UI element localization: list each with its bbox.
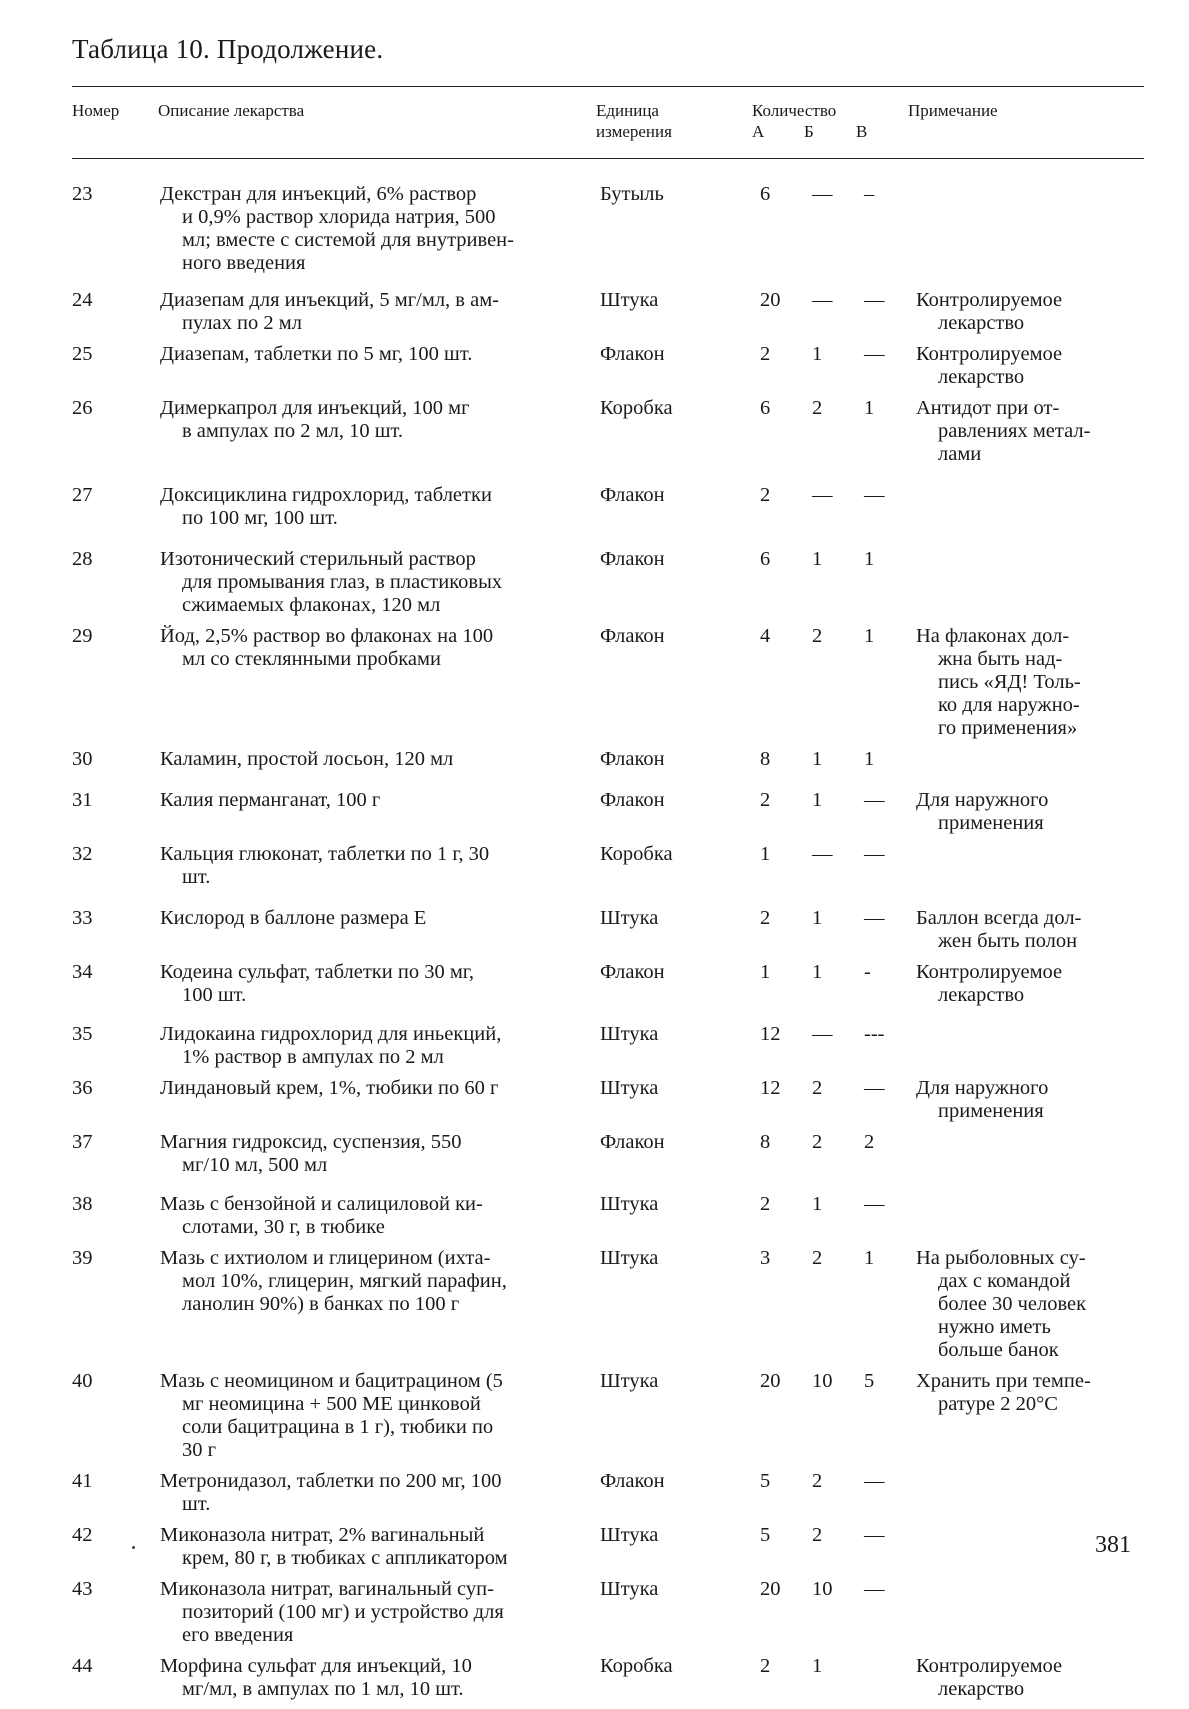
row-quantity-a: 1	[760, 961, 771, 983]
description-line: 100 шт.	[182, 984, 247, 1006]
row-quantity-b: 10	[812, 1578, 833, 1600]
description-line: крем, 80 г, в тюбиках с аппликатором	[182, 1547, 508, 1569]
description-line: Кислород в баллоне размера Е	[160, 907, 427, 929]
note-line: пись «ЯД! Толь-	[938, 671, 1081, 693]
row-quantity-a: 8	[760, 748, 771, 770]
row-note	[916, 625, 1144, 748]
row-quantity-v: –	[864, 183, 875, 205]
description-line: Декстран для инъекций, 6% раствор	[160, 183, 477, 205]
table-row	[72, 1131, 1144, 1193]
table-row	[72, 625, 1144, 748]
row-quantity-a: 2	[760, 343, 771, 365]
note-line: Антидот при от-	[916, 397, 1060, 419]
description-line: сжимаемых флаконах, 120 мл	[182, 594, 441, 616]
row-quantity-b: 1	[812, 748, 823, 770]
description-line: Димеркапрол для инъекций, 100 мг	[160, 397, 470, 419]
row-note	[916, 843, 1144, 907]
description-line: 1% раствор в ампулах по 2 мл	[182, 1046, 444, 1068]
row-note	[916, 748, 1144, 789]
description-line: ланолин 90%) в банках по 100 г	[182, 1293, 460, 1315]
row-unit: Штука	[600, 289, 659, 311]
row-note	[916, 343, 1144, 397]
row-quantity-a: 12	[760, 1077, 781, 1099]
description-line: по 100 мг, 100 шт.	[182, 507, 338, 529]
note-line: Для наружного	[916, 1077, 1049, 1099]
header-qty-v: В	[856, 122, 868, 141]
note-line: ратуре 2 20°С	[938, 1393, 1058, 1415]
row-note	[916, 1023, 1144, 1077]
row-description	[160, 748, 600, 789]
description-line: мл; вместе с системой для внутривен-	[182, 229, 514, 251]
row-quantity-a: 2	[760, 484, 771, 506]
table-row	[72, 1578, 1144, 1655]
row-description	[160, 484, 600, 548]
table-row	[72, 1370, 1144, 1470]
header-quantity-columns	[752, 121, 908, 142]
row-quantity-v: —	[864, 484, 885, 506]
note-line: Контролируемое	[916, 343, 1063, 365]
row-quantity-v: —	[864, 907, 885, 929]
note-line: лекарство	[938, 1678, 1025, 1700]
row-note	[916, 548, 1144, 625]
row-quantity-v: ---	[864, 1023, 885, 1045]
row-description	[160, 1131, 600, 1193]
header-quantity-label: Количество	[752, 101, 837, 120]
note-line: жна быть над-	[938, 648, 1063, 670]
description-line: Диазепам, таблетки по 5 мг, 100 шт.	[160, 343, 473, 365]
table-row	[72, 1193, 1144, 1247]
description-line: в ампулах по 2 мл, 10 шт.	[182, 420, 404, 442]
description-line: Миконазола нитрат, 2% вагинальный	[160, 1524, 485, 1546]
row-number: 42	[72, 1524, 93, 1546]
row-note	[916, 1370, 1144, 1470]
row-quantity-a: 2	[760, 1193, 771, 1215]
table-row	[72, 907, 1144, 961]
row-quantity-a: 20	[760, 1578, 781, 1600]
description-line: и 0,9% раствор хлорида натрия, 500	[182, 206, 496, 228]
description-line: Кальция глюконат, таблетки по 1 г, 30	[160, 843, 490, 865]
description-line: его введения	[182, 1624, 294, 1646]
row-description	[160, 343, 600, 397]
row-unit: Флакон	[600, 789, 665, 811]
row-quantity-a: 6	[760, 183, 771, 205]
row-quantity-b: 1	[812, 961, 823, 983]
row-description	[160, 1370, 600, 1470]
row-unit: Флакон	[600, 748, 665, 770]
scan-speck	[132, 1546, 135, 1549]
description-line: Линдановый крем, 1%, тюбики по 60 г	[160, 1077, 499, 1099]
row-quantity-a: 12	[760, 1023, 781, 1045]
description-line: соли бацитрацина в 1 г), тюбики по	[182, 1416, 494, 1438]
row-number: 26	[72, 397, 93, 419]
header-top-rule	[72, 86, 1144, 87]
row-unit: Штука	[600, 1578, 659, 1600]
table-row	[72, 1023, 1144, 1077]
row-number: 40	[72, 1370, 93, 1392]
row-description	[160, 183, 600, 289]
note-line: жен быть полон	[938, 930, 1078, 952]
row-quantity-b: 2	[812, 625, 823, 647]
row-number: 41	[72, 1470, 93, 1492]
note-line: Для наружного	[916, 789, 1049, 811]
row-note	[916, 1578, 1144, 1655]
row-description	[160, 843, 600, 907]
row-quantity-b: 2	[812, 1524, 823, 1546]
description-line: шт.	[182, 866, 211, 888]
row-quantity-b: —	[812, 843, 833, 865]
table-row	[72, 1655, 1144, 1709]
row-quantity-v: —	[864, 343, 885, 365]
description-line: Морфина сульфат для инъекций, 10	[160, 1655, 472, 1677]
row-number: 39	[72, 1247, 93, 1269]
row-number: 31	[72, 789, 93, 811]
description-line: шт.	[182, 1493, 211, 1515]
row-note	[916, 1077, 1144, 1131]
row-quantity-v	[864, 1655, 916, 1709]
description-line: Миконазола нитрат, вагинальный суп-	[160, 1578, 494, 1600]
row-quantity-a: 2	[760, 789, 771, 811]
header-note: Примечание	[908, 101, 998, 120]
row-unit: Штука	[600, 1247, 659, 1269]
description-line: Кодеина сульфат, таблетки по 30 мг,	[160, 961, 475, 983]
description-line: Метронидазол, таблетки по 200 мг, 100	[160, 1470, 502, 1492]
description-line: мг/мл, в ампулах по 1 мл, 10 шт.	[182, 1678, 464, 1700]
row-quantity-v: —	[864, 1470, 885, 1492]
row-quantity-b: 10	[812, 1370, 833, 1392]
row-description	[160, 548, 600, 625]
row-quantity-v: 1	[864, 1247, 875, 1269]
row-quantity-b: 2	[812, 1470, 823, 1492]
row-unit: Бутыль	[600, 183, 664, 205]
row-quantity-b: 1	[812, 1193, 823, 1215]
row-quantity-v: —	[864, 843, 885, 865]
row-description	[160, 1578, 600, 1655]
note-line: лекарство	[938, 312, 1025, 334]
description-line: Магния гидроксид, суспензия, 550	[160, 1131, 462, 1153]
row-description	[160, 1023, 600, 1077]
row-number: 33	[72, 907, 93, 929]
page-number: 381	[1095, 1532, 1131, 1558]
row-description	[160, 397, 600, 484]
note-line: Контролируемое	[916, 289, 1063, 311]
row-quantity-b: 1	[812, 789, 823, 811]
table-row	[72, 484, 1144, 548]
row-unit: Флакон	[600, 1131, 665, 1153]
description-line: мг неомицина + 500 МЕ цинковой	[182, 1393, 481, 1415]
row-quantity-b: 1	[812, 1655, 823, 1677]
row-note	[916, 907, 1144, 961]
row-description	[160, 1524, 600, 1578]
row-number: 27	[72, 484, 93, 506]
row-quantity-v: 1	[864, 625, 875, 647]
row-quantity-v: —	[864, 789, 885, 811]
row-quantity-a: 6	[760, 397, 771, 419]
description-line: мл со стеклянными пробками	[182, 648, 441, 670]
note-line: больше банок	[938, 1339, 1059, 1361]
row-quantity-b: —	[812, 1023, 833, 1045]
row-note	[916, 183, 1144, 289]
row-quantity-a: 2	[760, 907, 771, 929]
row-quantity-a: 5	[760, 1524, 771, 1546]
row-number: 44	[72, 1655, 93, 1677]
row-note	[916, 1247, 1144, 1370]
header-unit-line2: измерения	[596, 122, 672, 141]
description-line: пулах по 2 мл	[182, 312, 302, 334]
row-description	[160, 789, 600, 843]
row-quantity-a: 1	[760, 843, 771, 865]
row-quantity-b: —	[812, 484, 833, 506]
header-number: Номер	[72, 101, 120, 120]
row-note	[916, 789, 1144, 843]
row-note	[916, 961, 1144, 1023]
row-number: 34	[72, 961, 93, 983]
row-quantity-a: 5	[760, 1470, 771, 1492]
table-title: Таблица 10. Продолжение.	[72, 34, 384, 64]
note-line: более 30 человек	[938, 1293, 1087, 1315]
medicine-table-body	[72, 183, 1144, 1709]
row-description	[160, 625, 600, 748]
table-row	[72, 183, 1144, 289]
header-quantity	[752, 100, 908, 142]
row-number: 35	[72, 1023, 93, 1045]
row-description	[160, 1247, 600, 1370]
row-note	[916, 289, 1144, 343]
row-quantity-b: 2	[812, 397, 823, 419]
row-note	[916, 397, 1144, 484]
note-line: лекарство	[938, 366, 1025, 388]
note-line: На рыболовных су-	[916, 1247, 1086, 1269]
row-unit: Коробка	[600, 397, 673, 419]
row-unit: Штука	[600, 1524, 659, 1546]
note-line: го применения»	[938, 717, 1078, 739]
row-unit: Флакон	[600, 548, 665, 570]
note-line: Контролируемое	[916, 961, 1063, 983]
row-note	[916, 484, 1144, 548]
note-line: равлениях метал-	[938, 420, 1091, 442]
row-quantity-b: —	[812, 289, 833, 311]
row-unit: Флакон	[600, 1470, 665, 1492]
table-row	[72, 1247, 1144, 1370]
table-row	[72, 397, 1144, 484]
description-line: 30 г	[182, 1439, 217, 1461]
row-unit: Флакон	[600, 484, 665, 506]
header-description: Описание лекарства	[158, 101, 305, 120]
table-row	[72, 289, 1144, 343]
row-quantity-a: 20	[760, 1370, 781, 1392]
row-number: 30	[72, 748, 93, 770]
row-unit: Штука	[600, 907, 659, 929]
row-quantity-b: 1	[812, 343, 823, 365]
row-quantity-v: 2	[864, 1131, 875, 1153]
row-note	[916, 1470, 1144, 1524]
note-line: дах с командой	[938, 1270, 1071, 1292]
row-quantity-v: 1	[864, 397, 875, 419]
note-line: Хранить при темпе-	[916, 1370, 1091, 1392]
row-unit: Флакон	[600, 343, 665, 365]
row-description	[160, 1077, 600, 1131]
row-unit: Коробка	[600, 1655, 673, 1677]
table-row	[72, 748, 1144, 789]
description-line: Лидокаина гидрохлорид для иньекций,	[160, 1023, 502, 1045]
row-description	[160, 289, 600, 343]
description-line: Мазь с неомицином и бацитрацином (5	[160, 1370, 503, 1392]
row-quantity-b: 2	[812, 1247, 823, 1269]
description-line: слотами, 30 г, в тюбике	[182, 1216, 385, 1238]
row-quantity-v: —	[864, 1524, 885, 1546]
row-quantity-b: 1	[812, 907, 823, 929]
medicine-table	[72, 183, 1144, 1709]
row-unit: Штука	[600, 1077, 659, 1099]
row-unit: Штука	[600, 1193, 659, 1215]
table-row	[72, 843, 1144, 907]
note-line: нужно иметь	[938, 1316, 1051, 1338]
row-quantity-b: 2	[812, 1131, 823, 1153]
header-bottom-rule	[72, 158, 1144, 159]
description-line: Йод, 2,5% раствор во флаконах на 100	[160, 625, 494, 647]
note-line: Баллон всегда дол-	[916, 907, 1082, 929]
row-number: 25	[72, 343, 93, 365]
row-quantity-v: —	[864, 1193, 885, 1215]
description-line: Доксициклина гидрохлорид, таблетки	[160, 484, 492, 506]
row-quantity-a: 3	[760, 1247, 771, 1269]
row-quantity-a: 6	[760, 548, 771, 570]
note-line: Контролируемое	[916, 1655, 1063, 1677]
header-unit	[596, 100, 672, 142]
row-number: 28	[72, 548, 93, 570]
header-qty-b: Б	[804, 122, 814, 141]
header-qty-a: А	[752, 122, 765, 141]
row-number: 32	[72, 843, 93, 865]
row-quantity-v: -	[864, 961, 871, 983]
note-line: лами	[938, 443, 982, 465]
row-quantity-b: 2	[812, 1077, 823, 1099]
table-row	[72, 1077, 1144, 1131]
row-description	[160, 1470, 600, 1524]
row-number: 43	[72, 1578, 93, 1600]
note-line: лекарство	[938, 984, 1025, 1006]
row-quantity-a: 20	[760, 289, 781, 311]
row-quantity-b: 1	[812, 548, 823, 570]
row-number: 36	[72, 1077, 93, 1099]
table-row	[72, 548, 1144, 625]
row-note	[916, 1655, 1144, 1709]
row-quantity-a: 2	[760, 1655, 771, 1677]
row-unit: Флакон	[600, 625, 665, 647]
row-note	[916, 1131, 1144, 1193]
description-line: Диазепам для инъекций, 5 мг/мл, в ам-	[160, 289, 500, 311]
row-quantity-a: 4	[760, 625, 771, 647]
row-quantity-b: —	[812, 183, 833, 205]
description-line: Каламин, простой лосьон, 120 мл	[160, 748, 454, 770]
note-line: применения	[938, 1100, 1044, 1122]
description-line: ного введения	[182, 252, 306, 274]
row-number: 37	[72, 1131, 93, 1153]
row-number: 38	[72, 1193, 93, 1215]
description-line: для промывания глаз, в пластиковых	[182, 571, 503, 593]
description-line: Изотонический стерильный раствор	[160, 548, 476, 570]
row-description	[160, 961, 600, 1023]
table-row	[72, 789, 1144, 843]
row-quantity-v: —	[864, 1578, 885, 1600]
description-line: мол 10%, глицерин, мягкий парафин,	[182, 1270, 507, 1292]
note-line: применения	[938, 812, 1044, 834]
row-unit: Коробка	[600, 843, 673, 865]
note-line: ко для наружно-	[938, 694, 1080, 716]
table-row	[72, 961, 1144, 1023]
row-quantity-v: 1	[864, 548, 875, 570]
description-line: мг/10 мл, 500 мл	[182, 1154, 328, 1176]
description-line: позиторий (100 мг) и устройство для	[182, 1601, 504, 1623]
row-number: 29	[72, 625, 93, 647]
row-quantity-v: —	[864, 289, 885, 311]
row-number: 23	[72, 183, 93, 205]
note-line: На флаконах дол-	[916, 625, 1070, 647]
table-row	[72, 1524, 1144, 1578]
row-description	[160, 1655, 600, 1709]
row-description	[160, 907, 600, 961]
row-quantity-a: 8	[760, 1131, 771, 1153]
table-row	[72, 1470, 1144, 1524]
table-row	[72, 343, 1144, 397]
row-quantity-v: 5	[864, 1370, 875, 1392]
description-line: Мазь с бензойной и салициловой ки-	[160, 1193, 483, 1215]
row-unit: Флакон	[600, 961, 665, 983]
header-unit-line1: Единица	[596, 101, 659, 120]
row-unit: Штука	[600, 1023, 659, 1045]
row-number: 24	[72, 289, 93, 311]
description-line: Калия перманганат, 100 г	[160, 789, 381, 811]
description-line: Мазь с ихтиолом и глицерином (ихта-	[160, 1247, 491, 1269]
row-description	[160, 1193, 600, 1247]
row-note	[916, 1193, 1144, 1247]
row-quantity-v: —	[864, 1077, 885, 1099]
row-quantity-v: 1	[864, 748, 875, 770]
row-unit: Штука	[600, 1370, 659, 1392]
